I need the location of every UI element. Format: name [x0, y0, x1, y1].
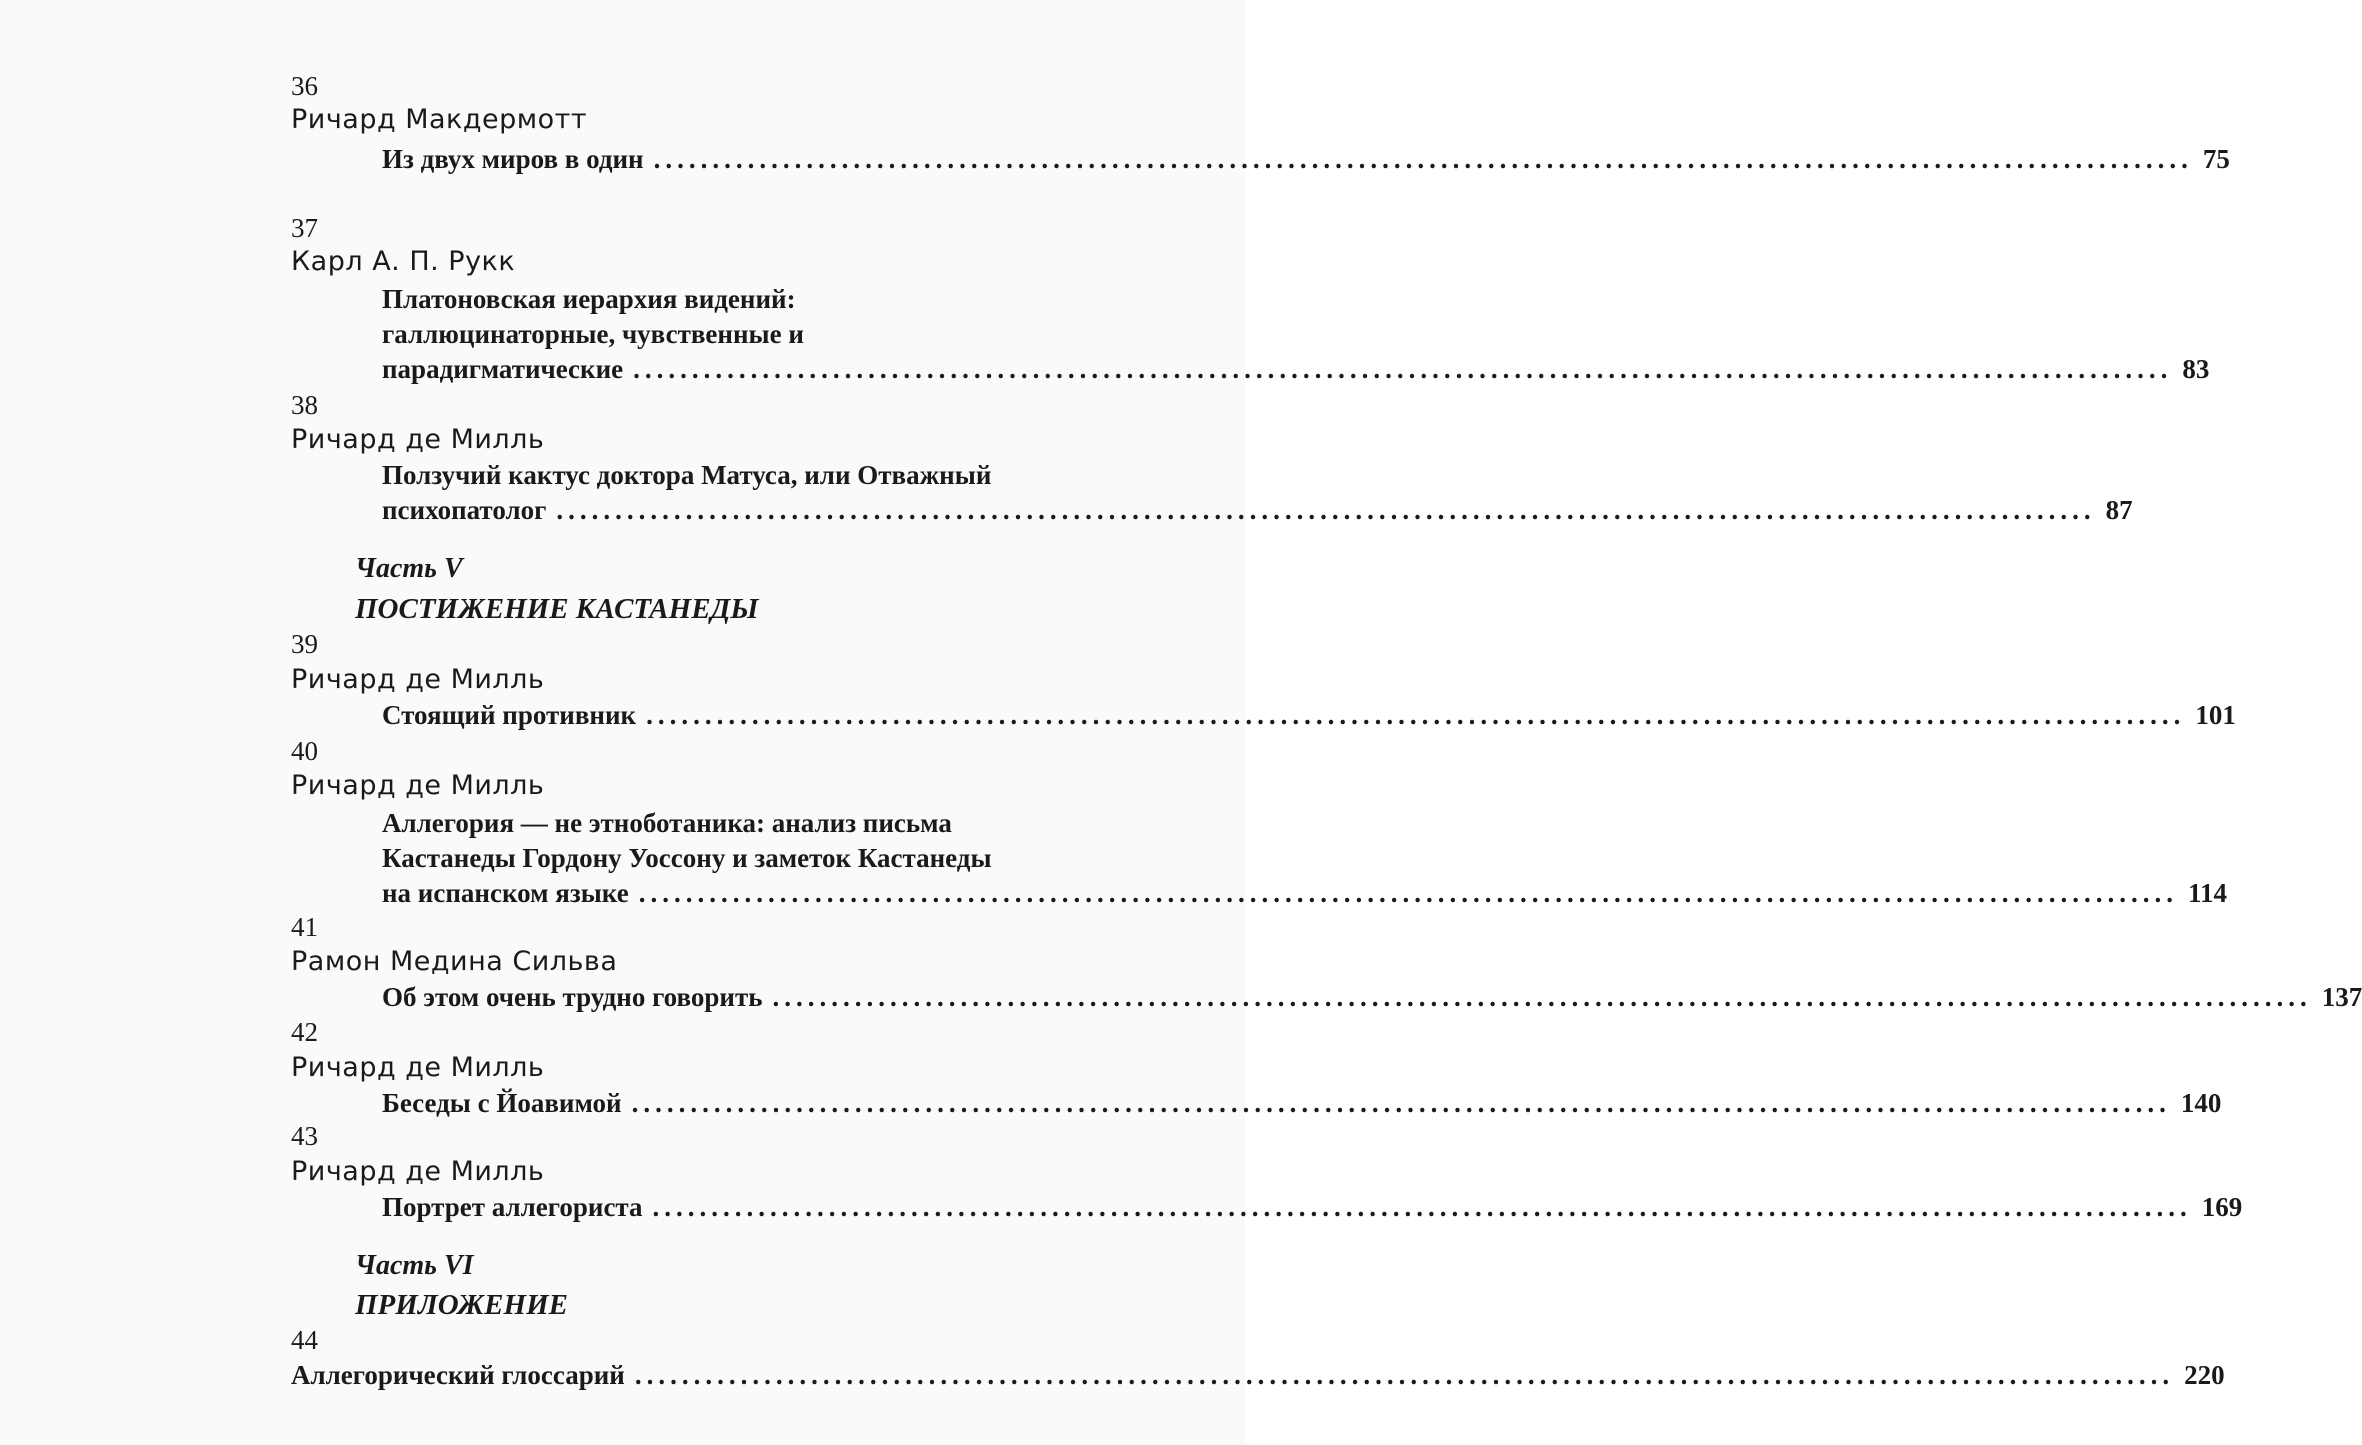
- title-text: Стоящий противник: [382, 700, 637, 730]
- chapter-number: 43: [291, 1121, 318, 1151]
- page-number: 114: [2187, 878, 2227, 908]
- title-text: Аллегорический глоссарий: [291, 1360, 625, 1390]
- chapter-author: Ричард де Милль: [291, 770, 545, 801]
- page-number: 83: [2182, 354, 2210, 384]
- title-line: Платоновская иерархия видений:: [382, 284, 796, 314]
- dot-leader: ...................................................................................................................................: [638, 878, 2178, 908]
- dot-leader: ...................................................................................................................................: [631, 1088, 2171, 1118]
- title-text: парадигматические: [382, 354, 624, 384]
- dot-leader: ...................................................................................................................................: [633, 354, 2173, 384]
- dot-leader: ...................................................................................................................................: [556, 495, 2096, 525]
- dot-leader: ...................................................................................................................................: [772, 982, 2312, 1012]
- chapter-title: [382, 142, 2230, 177]
- chapter-number: 39: [291, 629, 318, 659]
- chapter-author: Рамон Медина Сильва: [291, 946, 618, 977]
- page-number: 101: [2195, 700, 2236, 730]
- title-text: психопатолог: [382, 495, 547, 525]
- chapter-number: 41: [291, 912, 318, 942]
- title-line: галлюцинаторные, чувственные и: [382, 319, 804, 349]
- chapter-number: 38: [291, 390, 318, 420]
- chapter-author: Ричард де Милль: [291, 1052, 545, 1083]
- page-number: 140: [2180, 1088, 2222, 1118]
- page-number: 87: [2105, 495, 2133, 525]
- chapter-title: [382, 458, 2133, 528]
- chapter-title: [382, 1086, 2222, 1121]
- title-text: Беседы с Йоавимой: [382, 1088, 622, 1118]
- part-title: ПОСТИЖЕНИЕ КАСТАНЕДЫ: [355, 593, 759, 625]
- title-text: Портрет аллегориста: [382, 1192, 643, 1222]
- part-title: ПРИЛОЖЕНИЕ: [355, 1289, 568, 1321]
- title-line: Кастанеды Гордону Уоссону и заметок Кастанеды: [382, 843, 992, 873]
- page-number: 169: [2201, 1192, 2243, 1222]
- title-text: Об этом очень трудно говорить: [382, 982, 763, 1012]
- title-line: Аллегория — не этноботаника: анализ письма: [382, 808, 952, 838]
- chapter-number: 37: [291, 213, 318, 243]
- dot-leader: ...................................................................................................................................: [653, 144, 2193, 174]
- part-label: Часть V: [355, 553, 463, 584]
- dot-leader: ...................................................................................................................................: [634, 1360, 2175, 1390]
- chapter-title: [382, 1190, 2243, 1225]
- page-number: 220: [2184, 1360, 2225, 1390]
- page-number: 75: [2202, 144, 2230, 174]
- chapter-number: 42: [291, 1017, 318, 1047]
- chapter-author: Ричард Макдермотт: [291, 104, 588, 135]
- dot-leader: ...................................................................................................................................: [646, 700, 2186, 730]
- part-label: Часть VI: [355, 1250, 474, 1281]
- chapter-author: Карл А. П. Рукк: [291, 246, 516, 277]
- chapter-title: [382, 806, 2227, 911]
- chapter-title: [382, 980, 2362, 1015]
- chapter-title: [382, 282, 2210, 387]
- dot-leader: ...................................................................................................................................: [652, 1192, 2192, 1222]
- page-number: 137: [2321, 982, 2362, 1012]
- title-line: Ползучий кактус доктора Матуса, или Отважный: [382, 460, 992, 490]
- chapter-author: Ричард де Милль: [291, 1156, 545, 1187]
- title-text: Из двух миров в один: [382, 144, 644, 174]
- chapter-title: [382, 698, 2236, 733]
- chapter-number: 40: [291, 736, 318, 766]
- chapter-author: Ричард де Милль: [291, 664, 545, 695]
- title-text: на испанском языке: [382, 878, 629, 908]
- chapter-author: Ричард де Милль: [291, 424, 545, 455]
- chapter-title: [291, 1358, 2225, 1393]
- chapter-number: 36: [291, 71, 318, 101]
- chapter-number: 44: [291, 1325, 318, 1355]
